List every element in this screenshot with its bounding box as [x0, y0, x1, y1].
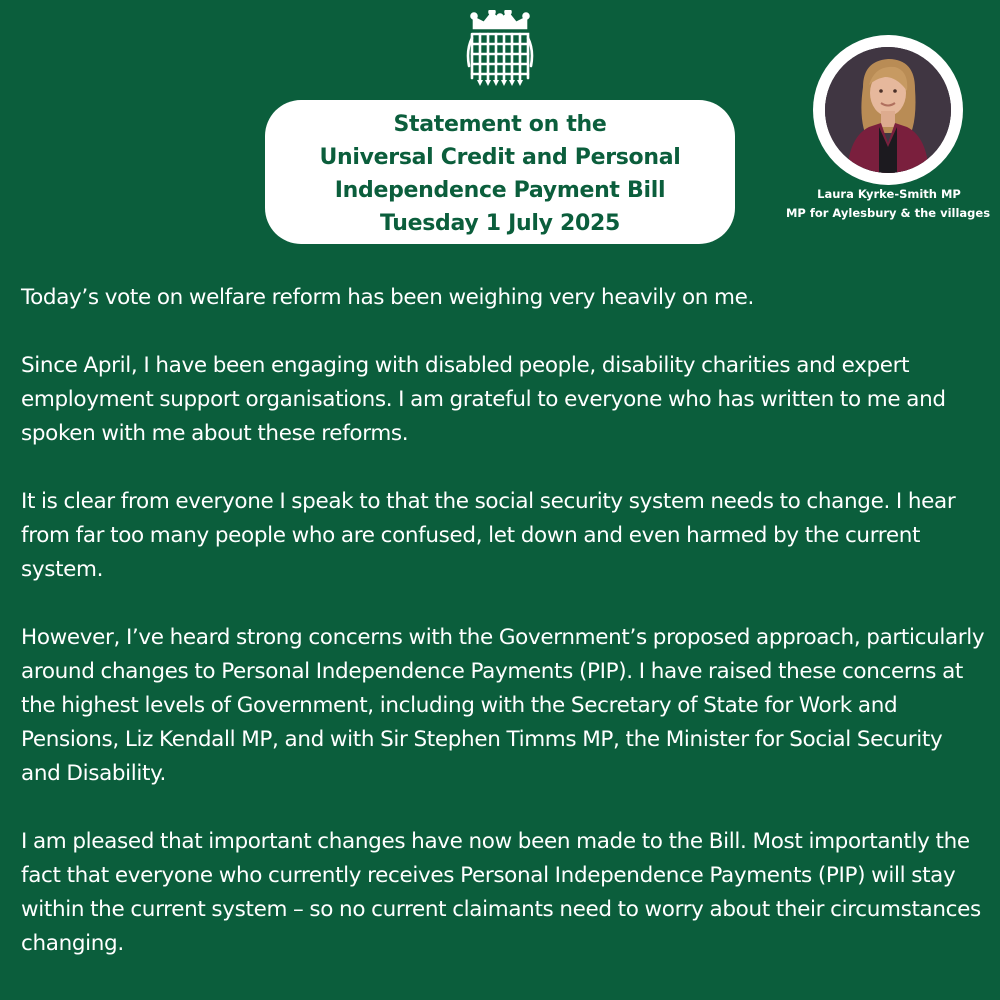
title-line: Tuesday 1 July 2025 — [379, 211, 621, 236]
title-line: Independence Payment Bill — [334, 178, 666, 203]
statement-paragraph: However, I’ve heard strong concerns with the Government’s proposed approach, particularly around changes to Personal Independence Payments (PIP). I have raised these concerns at the highest levels of Government, including with the Secretary of State for Work and Pensions, Liz Kendall MP, and with Sir Stephen Timms MP, the Minister for Social Security and Disability. — [21, 625, 985, 786]
statement-paragraph: Today’s vote on welfare reform has been weighing very heavily on me. — [21, 285, 755, 310]
statement-paragraph: I am pleased that important changes have now been made to the Bill. Most importantly the fact that everyone who currently receives Personal Independence Payments (PIP) will stay within the current system – so no current claimants need to worry about their circumstances changing. — [21, 829, 981, 956]
title-line: Statement on the — [393, 112, 607, 137]
mp-constituency: MP for Aylesbury & the villages — [785, 206, 991, 220]
profile-photo-frame — [813, 35, 963, 185]
portcullis-crown-icon — [466, 10, 534, 88]
statement-title-box — [265, 100, 735, 244]
statement-body — [21, 281, 986, 995]
title-line: Universal Credit and Personal — [319, 145, 681, 170]
statement-paragraph: It is clear from everyone I speak to that the social security system needs to change. I hear from far too many people who are confused, let down and even harmed by the current system. — [21, 489, 956, 582]
statement-paragraph: Since April, I have been engaging with disabled people, disability charities and expert employment support organisations. I am grateful to everyone who has written to me and spoken with me about these reforms. — [21, 353, 946, 446]
mp-name: Laura Kyrke-Smith MP — [817, 187, 961, 201]
avatar — [825, 47, 951, 173]
